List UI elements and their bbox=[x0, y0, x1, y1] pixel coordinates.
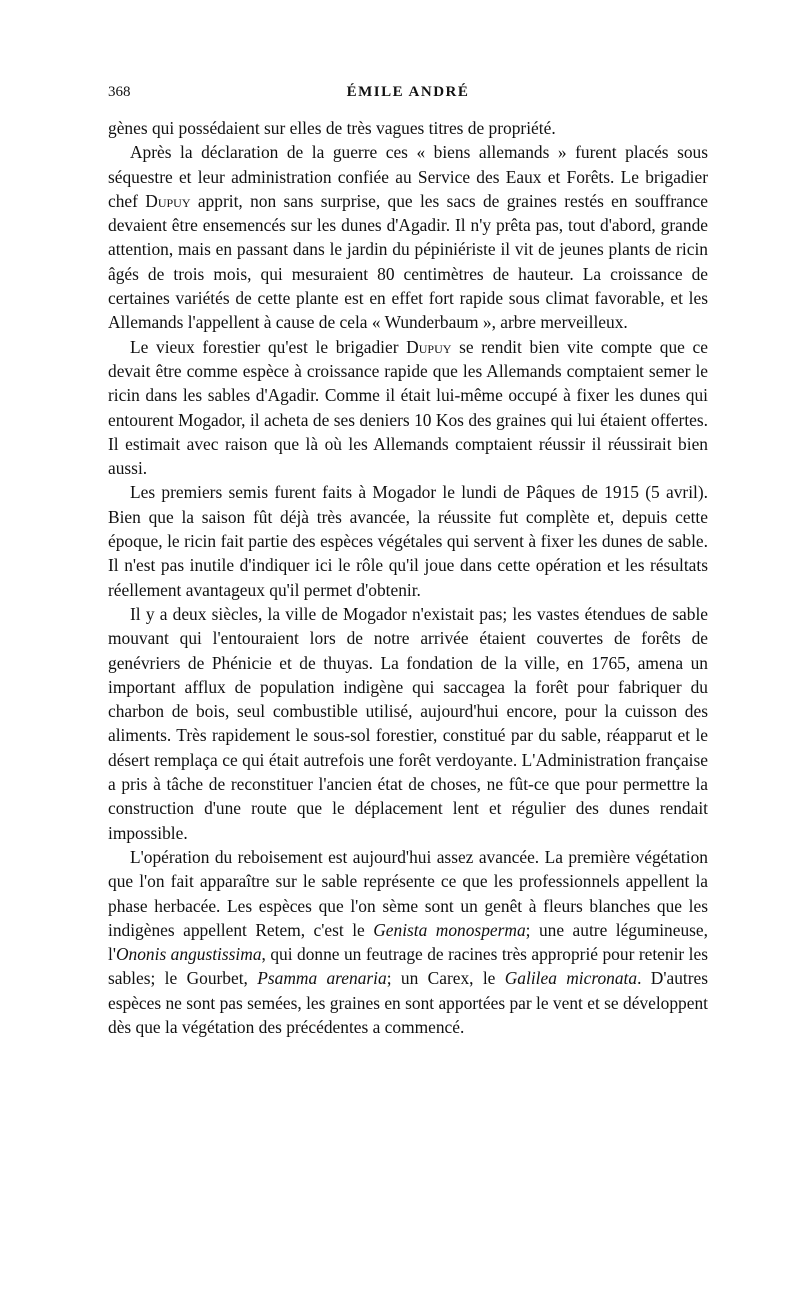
species-name: Ononis angustissima bbox=[115, 944, 262, 965]
author-name: Dupuy bbox=[145, 190, 191, 211]
page-header bbox=[108, 84, 708, 108]
text-segment: Il y a deux siècles, la ville de Mogador n'existait pas; les vastes étendues de sable mouvant qui l'entouraient lors de notre arrivée étaient couvertes de forêts de genévriers de Phénicie et de thuyas. La fondation de la ville, en 1765, amena un important afflux de population indigène qui saccagea la forêt pour fabriquer du charbon de bois, seul combustible utilisé, aujourd'hui encore, pour la cuisson des aliments. Très rapidement le sous-sol forestier, constitué par du sable, réapparut et le désert remplaça ce qui était autrefois une forêt verdoyante. L'Administration française a pris à tâche de reconstituer l'ancien état de choses, ne fût-ce que pour permettre la construction d'une route que le déplacement lent et régulier des dunes rendait impossible. bbox=[108, 603, 708, 843]
text-segment: gènes qui possédaient sur elles de très vagues titres de propriété. bbox=[108, 118, 556, 138]
text-segment: ; une autre légumineuse, l' bbox=[108, 919, 708, 965]
species-name: Psamma arenaria bbox=[257, 968, 387, 989]
text-segment: ; un Carex, le bbox=[386, 968, 505, 989]
text-segment: L'opération du reboisement est aujourd'hui assez avancée. La première végétation que l'on fait apparaître sur le sable représente ce que les professionnels appellent la phase herbacée. Les espèces que l'on sème sont un genêt à fleurs blanches que les indigènes appellent Retem, c'est le bbox=[108, 846, 708, 940]
paragraph bbox=[108, 602, 708, 845]
running-title: ÉMILE ANDRÉ bbox=[346, 84, 470, 100]
body-text bbox=[108, 116, 708, 1039]
text-segment: Après la déclaration de la guerre ces « biens allemands » furent placés sous séquestre et leur administration confiée au Service des Eaux et Forêts. Le brigadier chef bbox=[108, 142, 708, 211]
paragraph bbox=[108, 140, 708, 334]
text-segment: apprit, non sans surprise, que les sacs de graines restés en souffrance devaient être ensemencés sur les dunes d'Agadir. Il n'y prêta pas, tout d'abord, grande attention, mais en passant dans le jardin du pépiniériste il vit de jeunes plants de ricin âgés de trois mois, qui mesuraient 80 centimètres de hauteur. La croissance de certaines variétés de cette plante est en effet fort rapide sous climat favorable, et les Allemands l'appellent à cause de cela « Wunderbaum », arbre merveilleux. bbox=[108, 190, 708, 333]
paragraph bbox=[108, 116, 708, 140]
text-segment: , qui donne un feutrage de racines très approprié pour retenir les sables; le Gourbet, bbox=[108, 944, 708, 989]
paragraph bbox=[108, 845, 708, 1039]
text-segment: . D'autres espèces ne sont pas semées, les graines en sont apportées par le vent et se développent dès que la végétation des précédentes a commencé. bbox=[108, 968, 708, 1037]
paragraph bbox=[108, 480, 708, 601]
text-segment: Les premiers semis furent faits à Mogador le lundi de Pâques de 1915 (5 avril). Bien que la saison fût déjà très avancée, la réussite fut complète et, depuis cette époque, le ricin fait partie des espèces végétales qui servent à fixer les dunes de sable. Il n'est pas inutile d'indiquer ici le rôle qu'il joue dans cette opération et les résultats réellement avantageux qu'il permet d'obtenir. bbox=[108, 482, 708, 600]
page-number: 368 bbox=[108, 84, 131, 100]
author-name: Dupuy bbox=[406, 336, 452, 357]
text-segment: se rendit bien vite compte que ce devait être comme espèce à croissance rapide que les Allemands comptaient semer le ricin dans les sables d'Agadir. Comme il était lui-même occupé à fixer les dunes qui entourent Mogador, il acheta de ses deniers 10 Kos des graines qui lui étaient offertes. Il estimait avec raison que là où les Allemands comptaient réussir il réussirait bien aussi. bbox=[108, 336, 708, 479]
species-name: Galilea micronata bbox=[504, 968, 638, 989]
paragraph bbox=[108, 335, 708, 481]
species-name: Genista monosperma bbox=[373, 919, 526, 940]
text-segment: Le vieux forestier qu'est le brigadier bbox=[130, 336, 407, 357]
